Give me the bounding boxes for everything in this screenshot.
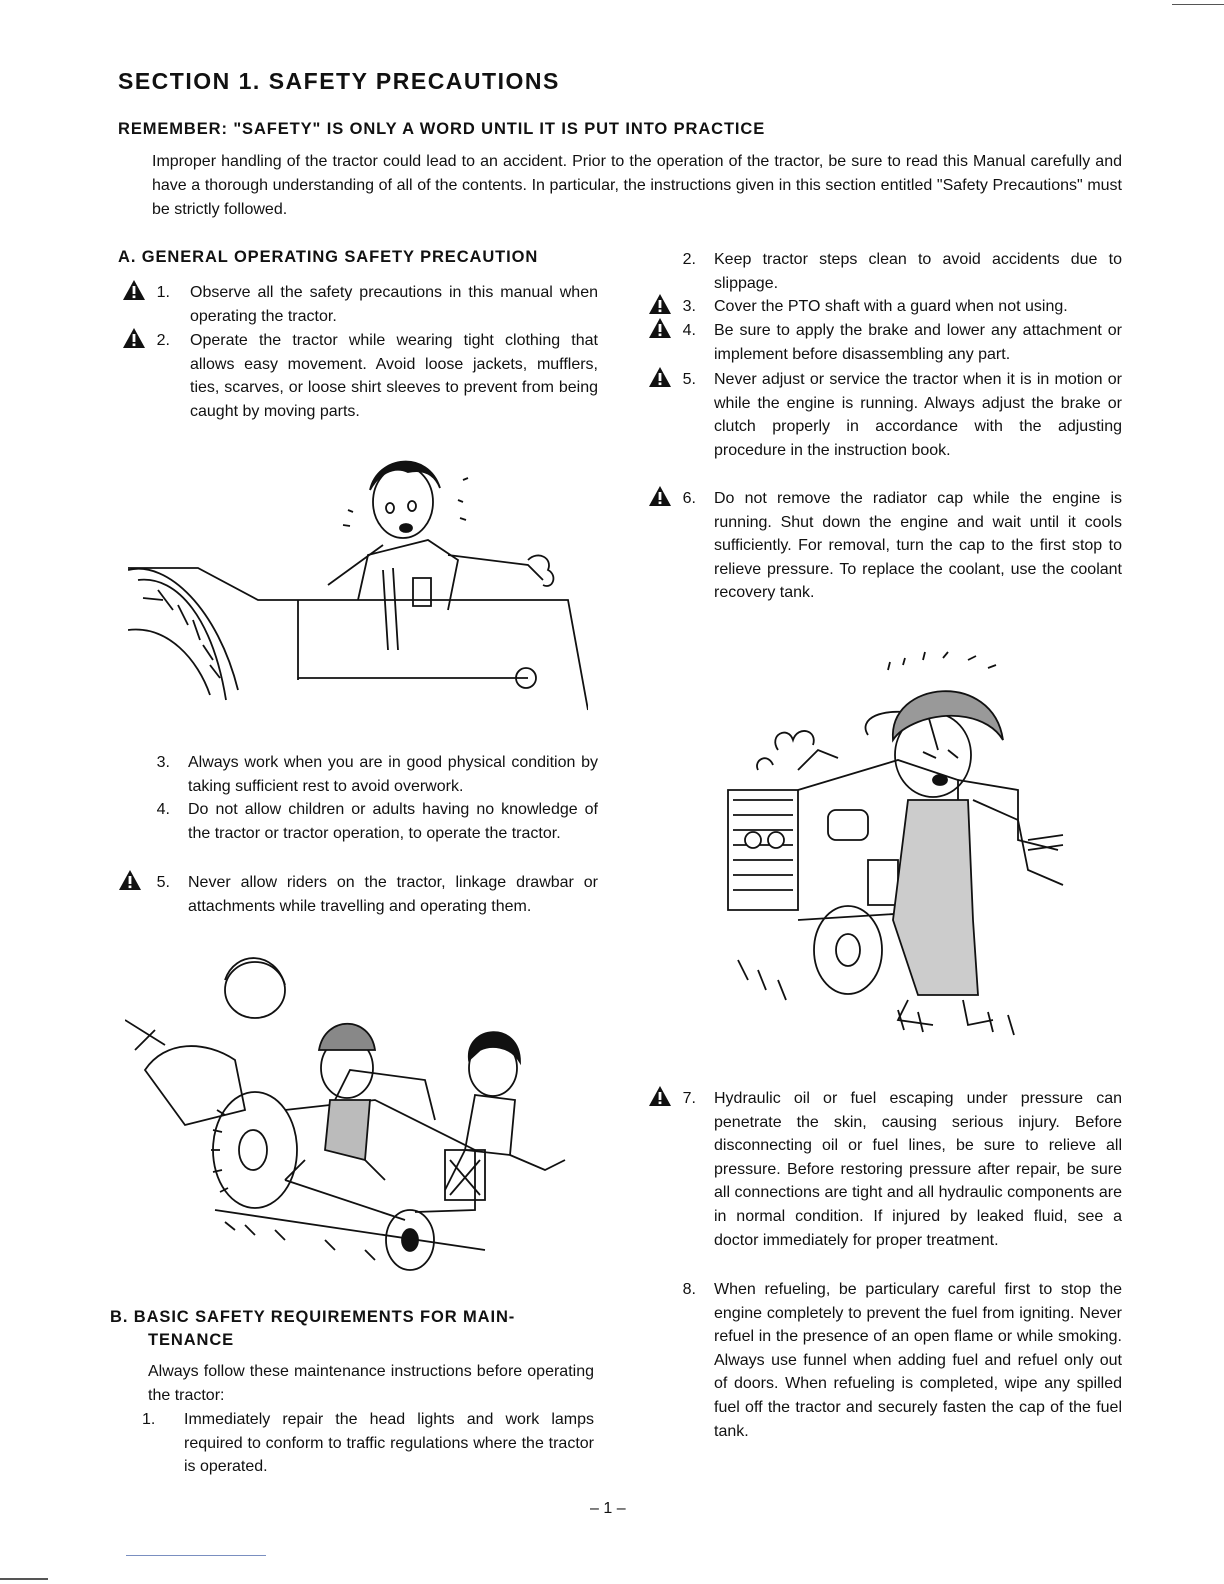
list-item-number: 5. bbox=[156, 874, 170, 891]
list-item-number: 6. bbox=[682, 490, 696, 507]
radiator-cap-illustration bbox=[718, 640, 1078, 1040]
section-a-heading: A. GENERAL OPERATING SAFETY PRECAUTION bbox=[118, 248, 539, 266]
list-item-text: Always work when you are in good physical condition by taking sufficient rest to avoid overwork. bbox=[188, 754, 598, 795]
list-item-text: Cover the PTO shaft with a guard when not using. bbox=[714, 298, 1068, 315]
section-b-intro: Always follow these maintenance instructions before operating the tractor: bbox=[148, 1363, 594, 1404]
list-item-number: 2. bbox=[682, 251, 696, 268]
section-b-heading: B. BASIC SAFETY REQUIREMENTS FOR MAIN- bbox=[110, 1308, 516, 1326]
list-item-text: When refueling, be particulary careful first to stop the engine completely to prevent the fuel from igniting. Never refuel in the presence of an open flame or while smoking. Always use funnel when adding fuel and refuel only out of doors. When refueling is completed, wipe any spilled fuel off the tractor and securely fasten the cap of the fuel tank. bbox=[714, 1281, 1122, 1440]
list-item-text: Operate the tractor while wearing tight clothing that allows easy movement. Avoid loose jackets, mufflers, ties, scarves, or loose shirt sleeves to prevent from being caught by moving parts. bbox=[190, 332, 598, 420]
section-b-heading-continued: TENANCE bbox=[148, 1331, 235, 1349]
list-item-number: 3. bbox=[156, 754, 170, 771]
list-item-number: 3. bbox=[682, 298, 696, 315]
list-item-text: Keep tractor steps clean to avoid accidents due to slippage. bbox=[714, 251, 1122, 292]
list-item-number: 7. bbox=[682, 1090, 696, 1107]
intro-paragraph: Improper handling of the tractor could lead to an accident. Prior to the operation of the tractor, be sure to read this Manual carefully and have a thorough understanding of all of the contents. In particular, the instructions given in this section entitled "Safety Precautions" must be strictly followed. bbox=[152, 153, 1122, 218]
page-title: SECTION 1. SAFETY PRECAUTIONS bbox=[118, 68, 560, 94]
scan-edge-line bbox=[126, 1555, 266, 1556]
list-item-text: Do not allow children or adults having no knowledge of the tractor or tractor operation, to operate the tractor. bbox=[188, 801, 598, 842]
page-number: – 1 – bbox=[590, 1500, 626, 1517]
list-item-number: 8. bbox=[682, 1281, 696, 1298]
list-item-text: Never adjust or service the tractor when it is in motion or while the engine is running. Always adjust the brake or clutch properly in accordance with the adjusting procedure in the instruction book. bbox=[714, 371, 1122, 459]
riders-on-tractor-illustration bbox=[125, 950, 585, 1280]
list-item-number: 1. bbox=[142, 1411, 156, 1428]
list-item-number: 1. bbox=[156, 284, 170, 301]
list-item-text: Do not remove the radiator cap while the engine is running. Shut down the engine and wait until it cools sufficiently. For removal, turn the cap to the first stop to relieve pressure. To replace the coolant, use the coolant recovery tank. bbox=[714, 490, 1122, 602]
list-item-number: 4. bbox=[156, 801, 170, 818]
list-item-number: 2. bbox=[156, 332, 170, 349]
remember-banner: REMEMBER: "SAFETY" IS ONLY A WORD UNTIL IT IS PUT INTO PRACTICE bbox=[118, 120, 766, 138]
list-item-text: Immediately repair the head lights and work lamps required to conform to traffic regulations where the tractor is operated. bbox=[184, 1411, 594, 1476]
list-item-number: 4. bbox=[682, 322, 696, 339]
list-item-text: Be sure to apply the brake and lower any attachment or implement before disassembling any part. bbox=[714, 322, 1122, 363]
list-item-text: Hydraulic oil or fuel escaping under pressure can penetrate the skin, causing serious injury. Before disconnecting oil or fuel lines, be sure to relieve all pressure. Before restoring pressure after repair, be sure all connections are tight and all hydraulic components are in normal condition. If injured by leaked fluid, see a doctor immediately for proper treatment. bbox=[714, 1090, 1122, 1249]
clothing-caught-illustration bbox=[128, 450, 588, 722]
list-item-number: 5. bbox=[682, 371, 696, 388]
warning-icon bbox=[118, 869, 142, 891]
list-item-text: Observe all the safety precautions in this manual when operating the tractor. bbox=[190, 284, 598, 325]
list-item-text: Never allow riders on the tractor, linkage drawbar or attachments while travelling and operating them. bbox=[188, 874, 598, 915]
scan-edge-line bbox=[1172, 4, 1224, 5]
scan-edge-line bbox=[0, 1578, 48, 1580]
